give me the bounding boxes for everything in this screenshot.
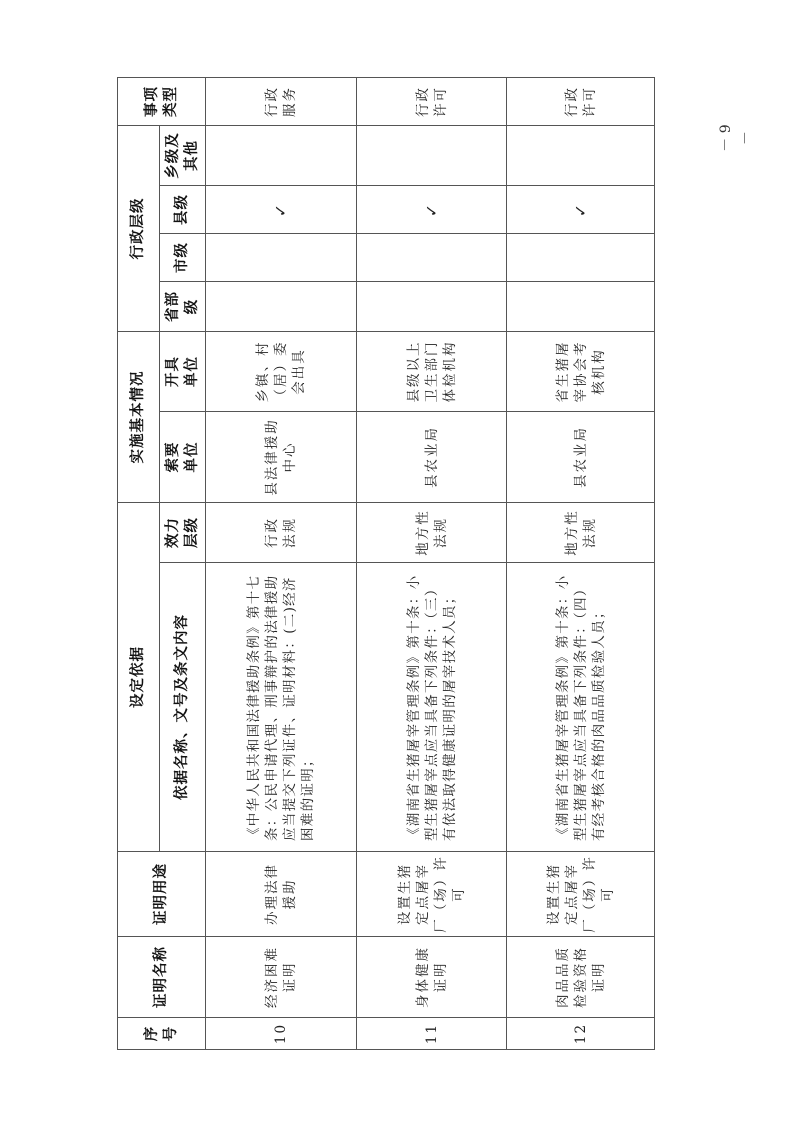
cell-county: ✓ [507, 186, 655, 234]
page-number: － 9 － [718, 124, 754, 152]
cell-type: 行政 服务 [206, 78, 357, 126]
header-basis-content: 依据名称、文号及条文内容 [160, 563, 206, 852]
header-city: 市级 [160, 234, 206, 282]
cell-cert-name: 身体健康 证明 [357, 937, 507, 1018]
cell-province [206, 282, 357, 332]
cell-issue: 县级以上 卫生部门 体检机构 [357, 332, 507, 412]
header-issue-unit: 开具 单位 [160, 332, 206, 412]
cell-county: ✓ [357, 186, 507, 234]
cell-city [206, 234, 357, 282]
rotated-table-container [117, 78, 654, 1050]
header-cert-use: 证明用途 [118, 852, 206, 937]
header-cert-name: 证明名称 [118, 937, 206, 1018]
cell-effect: 地方性 法规 [507, 503, 655, 563]
cell-request: 县农业局 [507, 412, 655, 503]
header-effect-level: 效力 层级 [160, 503, 206, 563]
cell-cert-use: 设置生猪 定点屠宰 厂（场）许 可 [357, 852, 507, 937]
cell-effect: 地方性 法规 [357, 503, 507, 563]
header-county: 县级 [160, 186, 206, 234]
cell-cert-use: 办理法律 援助 [206, 852, 357, 937]
cell-city [507, 234, 655, 282]
cell-city [357, 234, 507, 282]
cell-issue: 乡镇、村 （居）委 会出具 [206, 332, 357, 412]
cell-cert-name: 肉品品质 检验资格 证明 [507, 937, 655, 1018]
cell-seq: 11 [357, 1018, 507, 1050]
cell-basis: 《中华人民共和国法律援助条例》第十七条：公民申请代理、刑事辩护的法律援助应当提交下列证件、证明材料：(二)经济困难的证明； [206, 563, 357, 852]
cell-cert-name: 经济困难 证明 [206, 937, 357, 1018]
cell-basis: 《湖南省生猪屠宰管理条例》第十条：小型生猪屠宰点应当具备下列条件：（三）有依法取得健康证明的屠宰技术人员； [357, 563, 507, 852]
cell-township [206, 126, 357, 186]
table-row [357, 78, 507, 1050]
table-row [507, 78, 655, 1050]
cell-issue: 省生猪屠 宰协会考 核机构 [507, 332, 655, 412]
header-request-unit: 索要 单位 [160, 412, 206, 503]
cell-request: 县农业局 [357, 412, 507, 503]
cell-province [357, 282, 507, 332]
header-admin-group: 行政层级 [118, 126, 160, 332]
cell-township [357, 126, 507, 186]
cell-cert-use: 设置生猪 定点屠宰 厂（场）许 可 [507, 852, 655, 937]
header-province: 省部 级 [160, 282, 206, 332]
cell-effect: 行政 法规 [206, 503, 357, 563]
cell-type: 行政 许可 [357, 78, 507, 126]
cell-county: ✓ [206, 186, 357, 234]
certificate-table [117, 77, 655, 1050]
cell-province [507, 282, 655, 332]
header-item-type: 事项 类型 [118, 78, 206, 126]
cell-township [507, 126, 655, 186]
header-basis-group: 设定依据 [118, 503, 160, 852]
header-seq: 序 号 [118, 1018, 206, 1050]
cell-request: 县法律援助 中心 [206, 412, 357, 503]
cell-seq: 12 [507, 1018, 655, 1050]
cell-basis: 《湖南省生猪屠宰管理条例》第十条：小型生猪屠宰点应当具备下列条件：（四）有经考核合格的肉品品质检验人员； [507, 563, 655, 852]
cell-seq: 10 [206, 1018, 357, 1050]
header-township: 乡级及 其他 [160, 126, 206, 186]
cell-type: 行政 许可 [507, 78, 655, 126]
header-impl-group: 实施基本情况 [118, 332, 160, 503]
table-row [206, 78, 357, 1050]
